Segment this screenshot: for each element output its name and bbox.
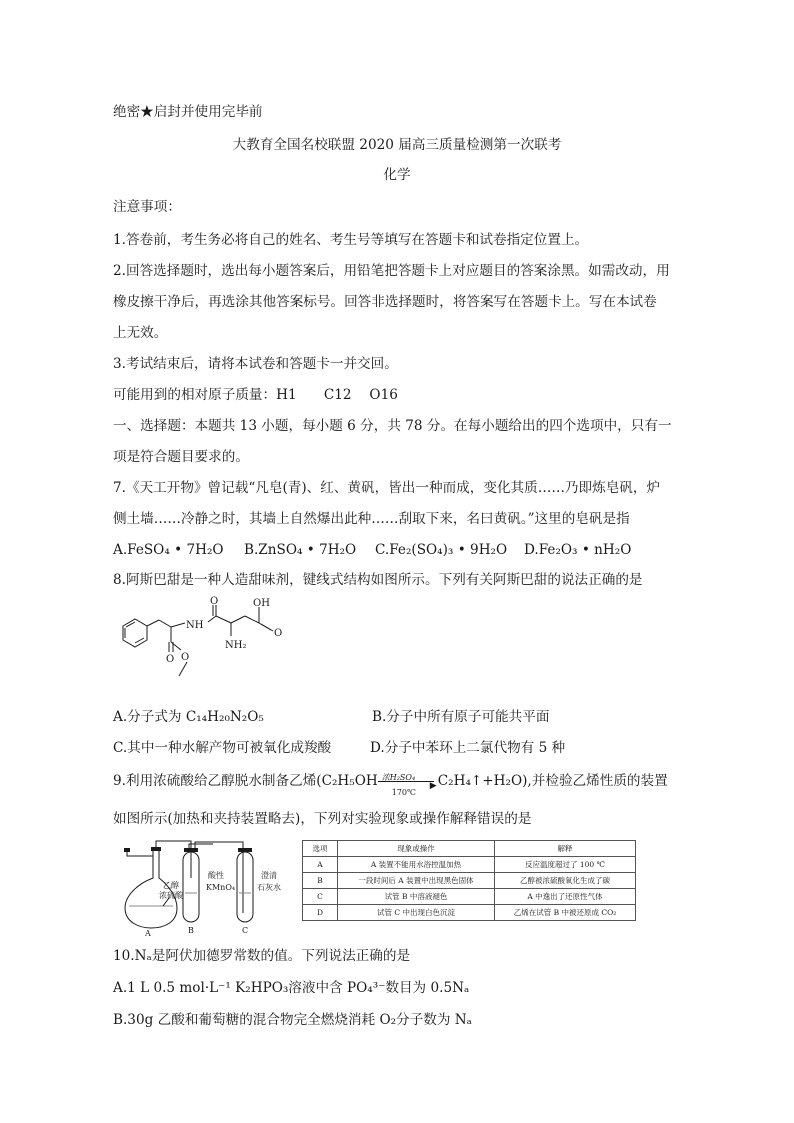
table-cell: 一段时间后 A 装置中出现黑色固体 [338, 873, 495, 889]
q9-stem-pre: 9.利用浓硫酸给乙醇脱水制备乙烯(C₂H₅OH [113, 773, 378, 789]
notice-title: 注意事项： [113, 199, 181, 215]
table-row [303, 889, 636, 905]
section-1-line-2: 项是符合题目要求的。 [113, 449, 249, 465]
arrow-condition-bottom: 170℃ [391, 787, 416, 797]
struct-o-label-2: O [210, 596, 219, 607]
app-label-b2: KMnO₄ [206, 883, 236, 892]
app-label-a2: 浓硫酸 [159, 891, 183, 900]
app-label-C: C [242, 926, 249, 935]
table-header-explanation: 解释 [495, 841, 636, 857]
q10-stem: 10.Nₐ是阿伏加德罗常数的值。下列说法正确的是 [113, 948, 411, 964]
q8-option-a: A.分子式为 C₁₄H₂₀N₂O₅ [113, 709, 264, 725]
notice-item-1: 1.答卷前，考生务必将自己的姓名、考生号等填写在答题卡和试卷指定位置上。 [113, 232, 589, 248]
atomic-mass-line: 可能用到的相对原子质量：H1 C12 O16 [113, 387, 398, 403]
table-row [303, 905, 636, 921]
struct-o-label-4: O [181, 652, 190, 663]
q10-option-a: A.1 L 0.5 mol·L⁻¹ K₂HPO₃溶液中含 PO₄³⁻数目为 0.5Nₐ [113, 980, 470, 996]
q7-stem-line-2: 侧土墙……冷静之时，其墙上自然爆出此种……刮取下来，名曰黄矾。”这里的皂矾是指 [113, 511, 630, 527]
q8-option-d: D.分子中苯环上二氯代物有 5 种 [370, 740, 566, 756]
struct-nh2-label: NH₂ [225, 640, 247, 651]
table-cell: A 中逸出了还原性气体 [495, 889, 636, 905]
q8-stem: 8.阿斯巴甜是一种人造甜味剂，键线式结构如图所示。下列有关阿斯巴甜的说法正确的是 [113, 572, 643, 588]
table-cell: A 装置不能用水浴控温加热 [338, 857, 495, 873]
table-cell: C [303, 889, 338, 905]
table-row [303, 873, 636, 889]
notice-item-2-line-1: 2.回答选择题时，选出每小题答案后，用铅笔把答题卡上对应题目的答案涂黑。如需改动，用 [113, 263, 670, 279]
table-cell: 乙烯在试管 B 中被还原成 CO₂ [495, 905, 636, 921]
q7-option-b: B.ZnSO₄ • 7H₂O [244, 542, 357, 558]
table-cell: D [303, 905, 338, 921]
q9-stem-post: C₂H₄↑+H₂O),并检验乙烯性质的装置 [437, 773, 668, 789]
table-cell: A [303, 857, 338, 873]
struct-o-label-1: O [274, 628, 283, 639]
table-cell: 反应温度超过了 100 ℃ [495, 857, 636, 873]
table-cell: 乙醇被浓硫酸氧化生成了碳 [495, 873, 636, 889]
app-label-b1: 酸性 [208, 871, 224, 880]
subject-title: 化学 [383, 167, 411, 183]
struct-o-label-3: O [166, 654, 175, 665]
q8-option-b: B.分子中所有原子可能共平面 [372, 709, 550, 725]
q7-option-c: C.Fe₂(SO₄)₃ • 9H₂O [375, 542, 508, 558]
app-label-c1: 澄清 [261, 871, 277, 880]
notice-item-2-line-2: 橡皮擦干净后，再选涂其他答案标号。回答非选择题时，将答案写在答题卡上。写在本试卷 [113, 294, 657, 310]
q8-option-c: C.其中一种水解产物可被氧化成羧酸 [113, 740, 332, 756]
table-header-row [303, 841, 636, 857]
notice-item-2-line-3: 上无效。 [113, 325, 168, 341]
aspartame-structure [113, 596, 303, 696]
q7-stem-line-1: 7.《天工开物》曾记载“凡皂(青)、红、黄矾，皆出一种而成，变化其质……乃即炼皂矾，炉 [113, 480, 661, 496]
section-1-line-1: 一、选择题：本题共 13 小题，每小题 6 分，共 78 分。在每小题给出的四个选项中，只有一 [113, 418, 672, 434]
q9-stem-line-2: 如图所示(加热和夹持装置略去)，下列对实验现象或操作解释错误的是 [113, 811, 532, 827]
app-label-a1: 乙醇 [163, 881, 179, 890]
struct-oh-label: OH [253, 598, 270, 609]
app-label-A: A [145, 929, 151, 938]
app-label-B: B [188, 926, 194, 935]
table-cell: 试管 C 中出现白色沉淀 [338, 905, 495, 921]
arrow-condition-top: 浓H₂SO₄ [381, 772, 416, 782]
q7-option-a: A.FeSO₄ • 7H₂O [113, 542, 224, 558]
q9-stem-line-1 [113, 772, 668, 797]
exam-title: 大教育全国名校联盟 2020 届高三质量检测第一次联考 [232, 137, 562, 153]
struct-nh-label: NH [186, 620, 204, 631]
q10-option-b: B.30g 乙酸和葡萄糖的混合物完全燃烧消耗 O₂分子数为 Nₐ [113, 1012, 472, 1028]
table-header-option: 选项 [303, 841, 338, 857]
table-cell: 试管 B 中溶液褪色 [338, 889, 495, 905]
secret-label: 绝密★启封并使用完毕前 [113, 104, 263, 120]
q9-explanation-table [302, 840, 636, 921]
reaction-arrow: 浓H₂SO₄ ▶ 170℃ [378, 773, 438, 791]
table-cell: B [303, 873, 338, 889]
table-header-phenomenon: 现象或操作 [338, 841, 495, 857]
app-label-c2: 石灰水 [257, 883, 281, 892]
notice-item-3: 3.考试结束后，请将本试卷和答题卡一并交回。 [113, 356, 398, 372]
table-row [303, 857, 636, 873]
q7-option-d: D.Fe₂O₃ • nH₂O [524, 542, 632, 558]
apparatus-diagram [113, 838, 298, 938]
